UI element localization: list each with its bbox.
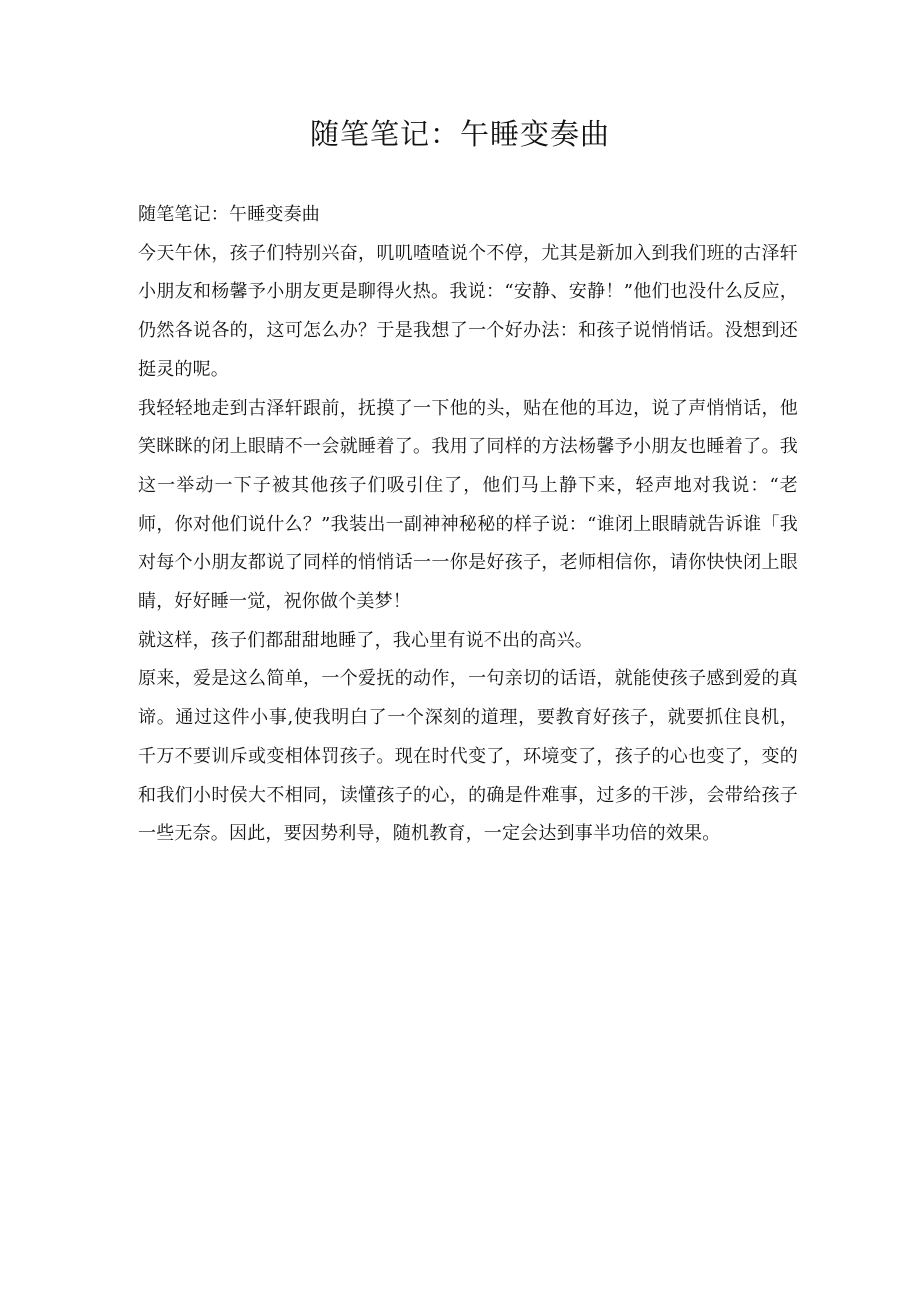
paragraph-3: 就这样，孩子们都甜甜地睡了，我心里有说不出的高兴。 (138, 629, 593, 651)
document-title: 随笔笔记：午睡变奏曲 (309, 117, 610, 151)
paragraph-subtitle: 随笔笔记：午睡变奏曲 (138, 204, 320, 225)
paragraph-4: 原来，爱是这么简单，一个爱抚的动作，一句亲切的话语，就能使孩子感到爱的真谛。通过这件小事,使我明白了一个深刻的道理，要教育好孩子，就要抓住良机，千万不要训斥或变相体罚孩子。现在时代变了，环境变了，孩子的心也变了，变的和我们小时侯大不相同，读懂孩子的心，的确是件难事，过多的干涉，会带给孩子一些无奈。因此，要因势利导，随机教育，一定会达到事半功倍的效果。 (138, 668, 798, 845)
paragraph-2: 我轻轻地走到古泽轩跟前，抚摸了一下他的头，贴在他的耳边，说了声悄悄话，他笑眯眯的闭上眼睛不一会就睡着了。我用了同样的方法杨馨予小朋友也睡着了。我这一举动一下子被其他孩子们吸引住了，他们马上静下来，轻声地对我说：“老师，你对他们说什么？”我装出一副神神秘秘的样子说：“谁闭上眼睛就告诉谁「我对每个小朋友都说了同样的悄悄话一一你是好孩子，老师相信你，请你快快闭上眼睛，好好睡一觉，祝你做个美梦！ (138, 397, 798, 613)
document-body (138, 196, 798, 854)
paragraph-1: 今天午休，孩子们特别兴奋，叽叽喳喳说个不停，尤其是新加入到我们班的古泽轩小朋友和杨馨予小朋友更是聊得火热。我说：“安静、安静！”他们也没什么反应，仍然各说各的，这可怎么办？于是我想了一个好办法：和孩子说悄悄话。没想到还挺灵的呢。 (138, 242, 798, 380)
